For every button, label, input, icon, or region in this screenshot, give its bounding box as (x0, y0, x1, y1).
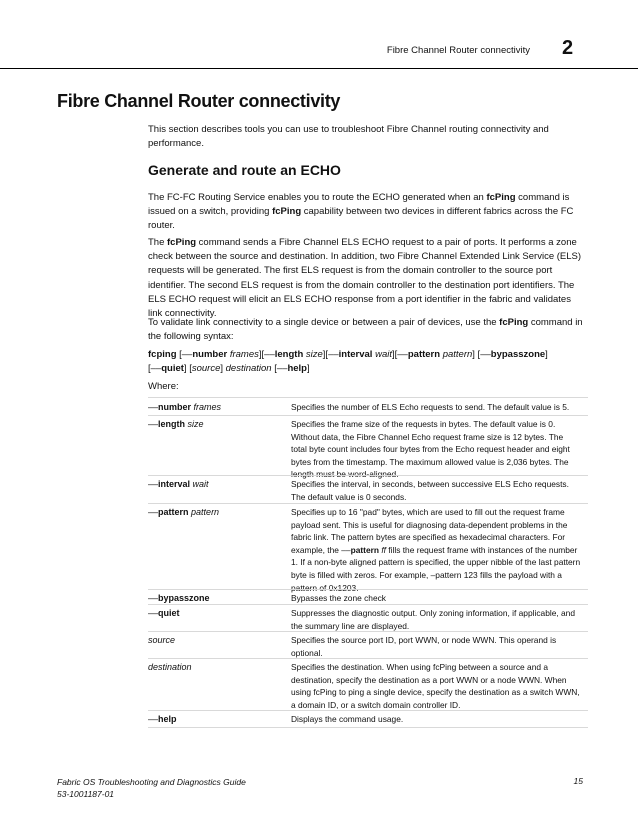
syntax-punct: [–– (148, 363, 162, 375)
syntax-option: help (287, 363, 307, 375)
syntax-punct: ][–– (322, 349, 339, 360)
syntax-option: length (274, 349, 304, 360)
syntax-command: fcping (148, 349, 177, 360)
option-term: ––pattern pattern (148, 507, 220, 517)
option-term: ––bypasszone (148, 593, 210, 603)
syntax-option: bypasszone (490, 349, 546, 360)
p1-text-c: capability between two devices in different fabrics across the FC router. (148, 206, 574, 232)
where-text: Where: (148, 381, 179, 392)
p3-text-a: To validate link connectivity to a single device or between a pair of devices, use the (148, 317, 500, 328)
syntax-option: interval (338, 349, 373, 360)
syntax-arg: wait (375, 349, 392, 360)
fcping-command: fcPing (486, 192, 516, 203)
syntax-arg: frames (229, 349, 259, 360)
option-term: ––help (148, 714, 177, 724)
option-description: Suppresses the diagnostic output. Only zoning information, if applicable, and the summary line are displayed. (291, 608, 575, 631)
table-divider (148, 727, 588, 728)
fcping-command: fcPing (167, 237, 197, 248)
p1-text-a: The FC-FC Routing Service enables you to route the ECHO generated when an (148, 192, 487, 203)
option-term: ––number frames (148, 402, 222, 412)
subsection-heading: Generate and route an ECHO (148, 162, 341, 178)
command-syntax (148, 348, 583, 376)
guide-title: Fabric OS Troubleshooting and Diagnostics Guide (57, 777, 246, 787)
syntax-arg: destination (225, 363, 272, 375)
table-divider (148, 503, 588, 504)
table-divider (148, 710, 588, 711)
option-term: ––interval wait (148, 479, 209, 489)
p3-text-b: command in the following syntax: (148, 317, 583, 343)
where-label (148, 380, 583, 394)
syntax-punct: [–– (271, 363, 288, 375)
syntax-punct: ][–– (258, 349, 275, 360)
option-term: ––quiet (148, 608, 180, 618)
option-term: source (148, 635, 176, 645)
paragraph-3 (148, 316, 583, 344)
syntax-option: number (192, 349, 228, 360)
table-divider (148, 589, 588, 590)
page-number: 15 (573, 776, 583, 786)
table-divider (148, 604, 588, 605)
syntax-arg: source (191, 363, 221, 375)
syntax-option: pattern (407, 349, 441, 360)
table-divider (148, 415, 588, 416)
p2-text-a: The (148, 237, 168, 248)
option-description: Specifies the source port ID, port WWN, or node WWN. This operand is optional. (291, 635, 557, 658)
syntax-arg: size (305, 349, 323, 360)
syntax-punct: ] [–– (472, 349, 491, 360)
table-divider (148, 397, 588, 398)
page-footer (57, 776, 246, 800)
option-description: Specifies the interval, in seconds, between successive ELS Echo requests. The default value is 0 seconds. (291, 479, 569, 502)
header-divider (0, 68, 638, 69)
syntax-punct: ] (220, 363, 226, 375)
syntax-punct: ] (545, 349, 548, 360)
chapter-number: 2 (562, 37, 574, 59)
paragraph-2 (148, 236, 583, 321)
section-intro (148, 123, 583, 151)
option-description: Bypasses the zone check (291, 593, 386, 603)
paragraph-1 (148, 191, 583, 234)
syntax-punct: ] (306, 363, 310, 375)
syntax-arg: pattern (442, 349, 473, 360)
option-term: destination (148, 662, 192, 672)
syntax-punct: ] [ (183, 363, 192, 375)
table-divider (148, 658, 588, 659)
table-divider (148, 631, 588, 632)
table-divider (148, 475, 588, 476)
syntax-punct: ][–– (392, 349, 408, 360)
document-number: 53-1001187-01 (57, 789, 115, 799)
syntax-punct: [–– (176, 349, 193, 360)
syntax-option: quiet (161, 363, 184, 375)
fcping-command: fcPing (499, 317, 529, 328)
p2-text-b: command sends a Fibre Channel ELS ECHO request to a pair of ports. It performs a zone check between the source and destination. In addition, two Fibre Channel Extended Link Service (ELS) requests will be generated. The first ELS request is from the domain controller to the source port identifier. The second ELS request is from the domain controller to the destination port identifiers. The ELS ECHO request will elicit an ELS ECHO response from a port identifier in the fabric and validates link connectivity. (148, 237, 582, 320)
option-term: ––length size (148, 419, 204, 429)
option-description: Specifies the destination. When using fcPing between a source and a destination, specify the destination as a port WWN or a node WWN. When using fcPing to ping a single device, specify the destination as a switch WWN, a domain ID, or a switch domain controller ID. (291, 662, 580, 710)
section-heading: Fibre Channel Router connectivity (57, 91, 341, 111)
option-description: Specifies the number of ELS Echo requests to send. The default value is 5. (291, 402, 570, 412)
p1-text-b: command is issued on a switch, providing (148, 192, 570, 218)
option-description: Specifies up to 16 "pad" bytes, which are used to fill out the request frame payload sent. This is useful for diagnosing data-dependent problems in the fabric link. The pattern bytes are specified as hexadecimal characters. For example, the ––pattern ff fills the request frame with instances of the number 1. If a non-byte aligned pattern is specified, the upper nibble of the last pattern byte is filled with zeros. For example, –pattern 123 fills the payload with a pattern of 0x1203. (291, 507, 581, 593)
running-header-title: Fibre Channel Router connectivity (386, 45, 530, 56)
section-intro-text: This section describes tools you can use to troubleshoot Fibre Channel routing connectivity and performance. (148, 124, 549, 150)
fcping-command: fcPing (272, 206, 302, 218)
option-description: Displays the command usage. (291, 714, 404, 724)
option-description: Specifies the frame size of the requests in bytes. The default value is 0. Without data, the Fibre Channel Echo request frame size is 12 bytes. The total byte count includes four bytes from the Echo request header and eight bytes from the timestamp. The maximum allowed value is 2,036 bytes. The length must be word-aligned. (291, 419, 570, 480)
